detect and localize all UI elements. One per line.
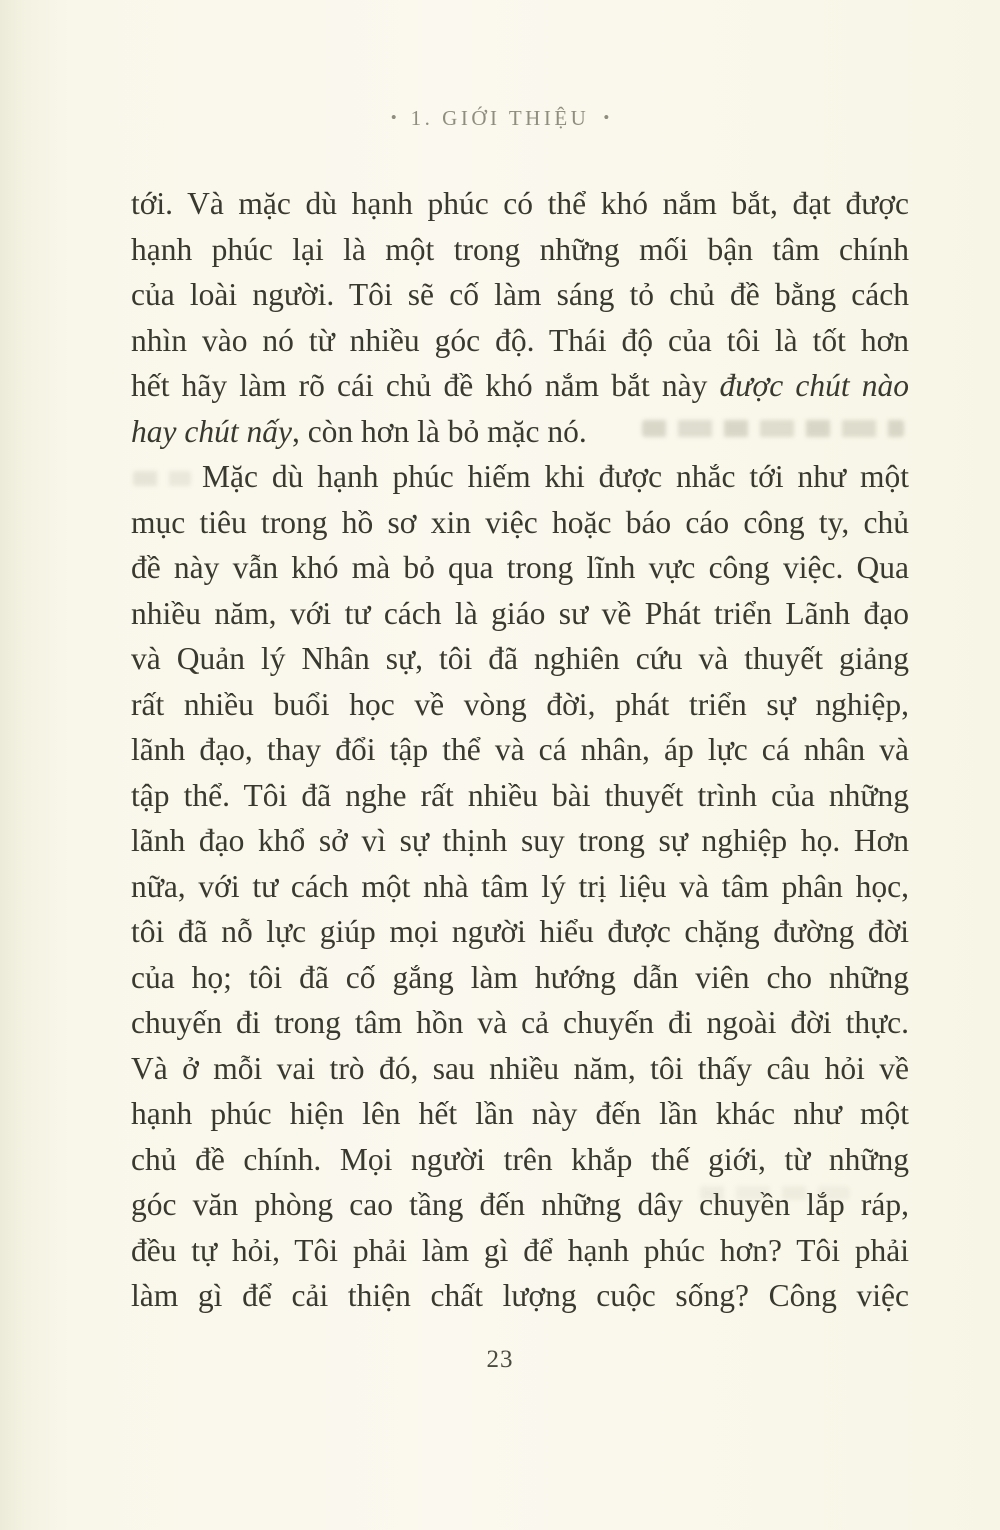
text-segment: nữa, với tư cách một nhà tâm lý trị liệu và tâm phân học, <box>131 868 909 904</box>
text-line <box>131 727 909 773</box>
text-segment-italic: được chút nào <box>719 368 909 403</box>
running-head-left-dot-icon: • <box>390 108 397 127</box>
text-segment: nhiều năm, với tư cách là giáo sư về Phát triển Lãnh đạo <box>131 595 909 631</box>
text-line <box>131 909 909 955</box>
page-body-text <box>131 181 909 1319</box>
running-head-title: 1. GIỚI THIỆU <box>410 106 590 130</box>
text-segment: mục tiêu trong hồ sơ xin việc hoặc báo cáo công ty, chủ <box>131 504 909 540</box>
text-line <box>131 955 909 1001</box>
running-head <box>0 106 1000 131</box>
text-segment: tới. Và mặc dù hạnh phúc có thể khó nắm bắt, đạt được <box>131 186 909 221</box>
page-number: 23 <box>486 1346 514 1373</box>
text-segment: góc văn phòng cao tầng đến những dây chuyền lắp ráp, <box>131 1187 909 1222</box>
text-line <box>131 363 909 409</box>
text-line <box>131 682 909 728</box>
ink-bleed-through-artifact <box>700 1186 850 1200</box>
text-segment: tập thể. Tôi đã nghe rất nhiều bài thuyết trình của những <box>131 777 909 813</box>
ink-bleed-through-artifact <box>133 471 191 486</box>
text-line <box>131 1137 909 1183</box>
text-line <box>131 864 909 910</box>
text-segment: đề này vẫn khó mà bỏ qua trong lĩnh vực công việc. Qua <box>131 550 909 585</box>
text-line <box>131 181 909 227</box>
text-line <box>131 818 909 864</box>
text-segment: hạnh phúc hiện lên hết lần này đến lần khác như một <box>131 1096 909 1131</box>
text-segment: rất nhiều buổi học về vòng đời, phát triển sự nghiệp, <box>131 686 909 722</box>
text-segment: làm gì để cải thiện chất lượng cuộc sống? Công việc <box>131 1278 909 1313</box>
text-segment: Và ở mỗi vai trò đó, sau nhiều năm, tôi thấy câu hỏi về <box>131 1050 909 1086</box>
text-line <box>131 272 909 318</box>
text-segment: tôi đã nỗ lực giúp mọi người hiểu được chặng đường đời <box>131 914 909 949</box>
text-segment: của loài người. Tôi sẽ cố làm sáng tỏ chủ đề bằng cách <box>131 277 909 312</box>
text-segment: hết hãy làm rõ cái chủ đề khó nắm bắt này <box>131 368 720 403</box>
text-line <box>131 591 909 637</box>
text-segment: đều tự hỏi, Tôi phải làm gì để hạnh phúc hơn? Tôi phải <box>131 1232 909 1268</box>
text-segment: của họ; tôi đã cố gắng làm hướng dẫn viên cho những <box>131 959 909 995</box>
running-head-right-dot-icon: • <box>603 108 610 127</box>
paragraph <box>131 181 909 454</box>
text-segment: Mặc dù hạnh phúc hiếm khi được nhắc tới như một <box>202 459 909 494</box>
text-segment: hạnh phúc lại là một trong những mối bận tâm chính <box>131 231 909 267</box>
text-segment: chuyến đi trong tâm hồn và cả chuyến đi ngoài đời thực. <box>131 1005 909 1040</box>
text-segment: , còn hơn là bỏ mặc nó. <box>291 413 587 449</box>
text-segment: lãnh đạo khổ sở vì sự thịnh suy trong sự nghiệp họ. Hơn <box>131 823 909 858</box>
text-segment: nhìn vào nó từ nhiều góc độ. Thái độ của tôi là tốt hơn <box>131 322 909 358</box>
text-line <box>131 318 909 364</box>
text-segment: chủ đề chính. Mọi người trên khắp thế giới, từ những <box>131 1141 909 1177</box>
text-line <box>131 1228 909 1274</box>
text-segment: lãnh đạo, thay đổi tập thể và cá nhân, áp lực cá nhân và <box>131 732 909 767</box>
text-line <box>131 454 909 500</box>
text-segment: và Quản lý Nhân sự, tôi đã nghiên cứu và thuyết giảng <box>131 641 909 676</box>
ink-bleed-through-artifact <box>642 420 904 437</box>
text-line <box>131 773 909 819</box>
text-line <box>131 1091 909 1137</box>
text-line <box>131 1046 909 1092</box>
text-line <box>131 1000 909 1046</box>
text-line <box>131 636 909 682</box>
text-line <box>131 1273 909 1319</box>
text-segment-italic: hay chút nấy <box>131 413 292 449</box>
text-line <box>131 227 909 273</box>
text-line <box>131 545 909 591</box>
text-line <box>131 500 909 546</box>
